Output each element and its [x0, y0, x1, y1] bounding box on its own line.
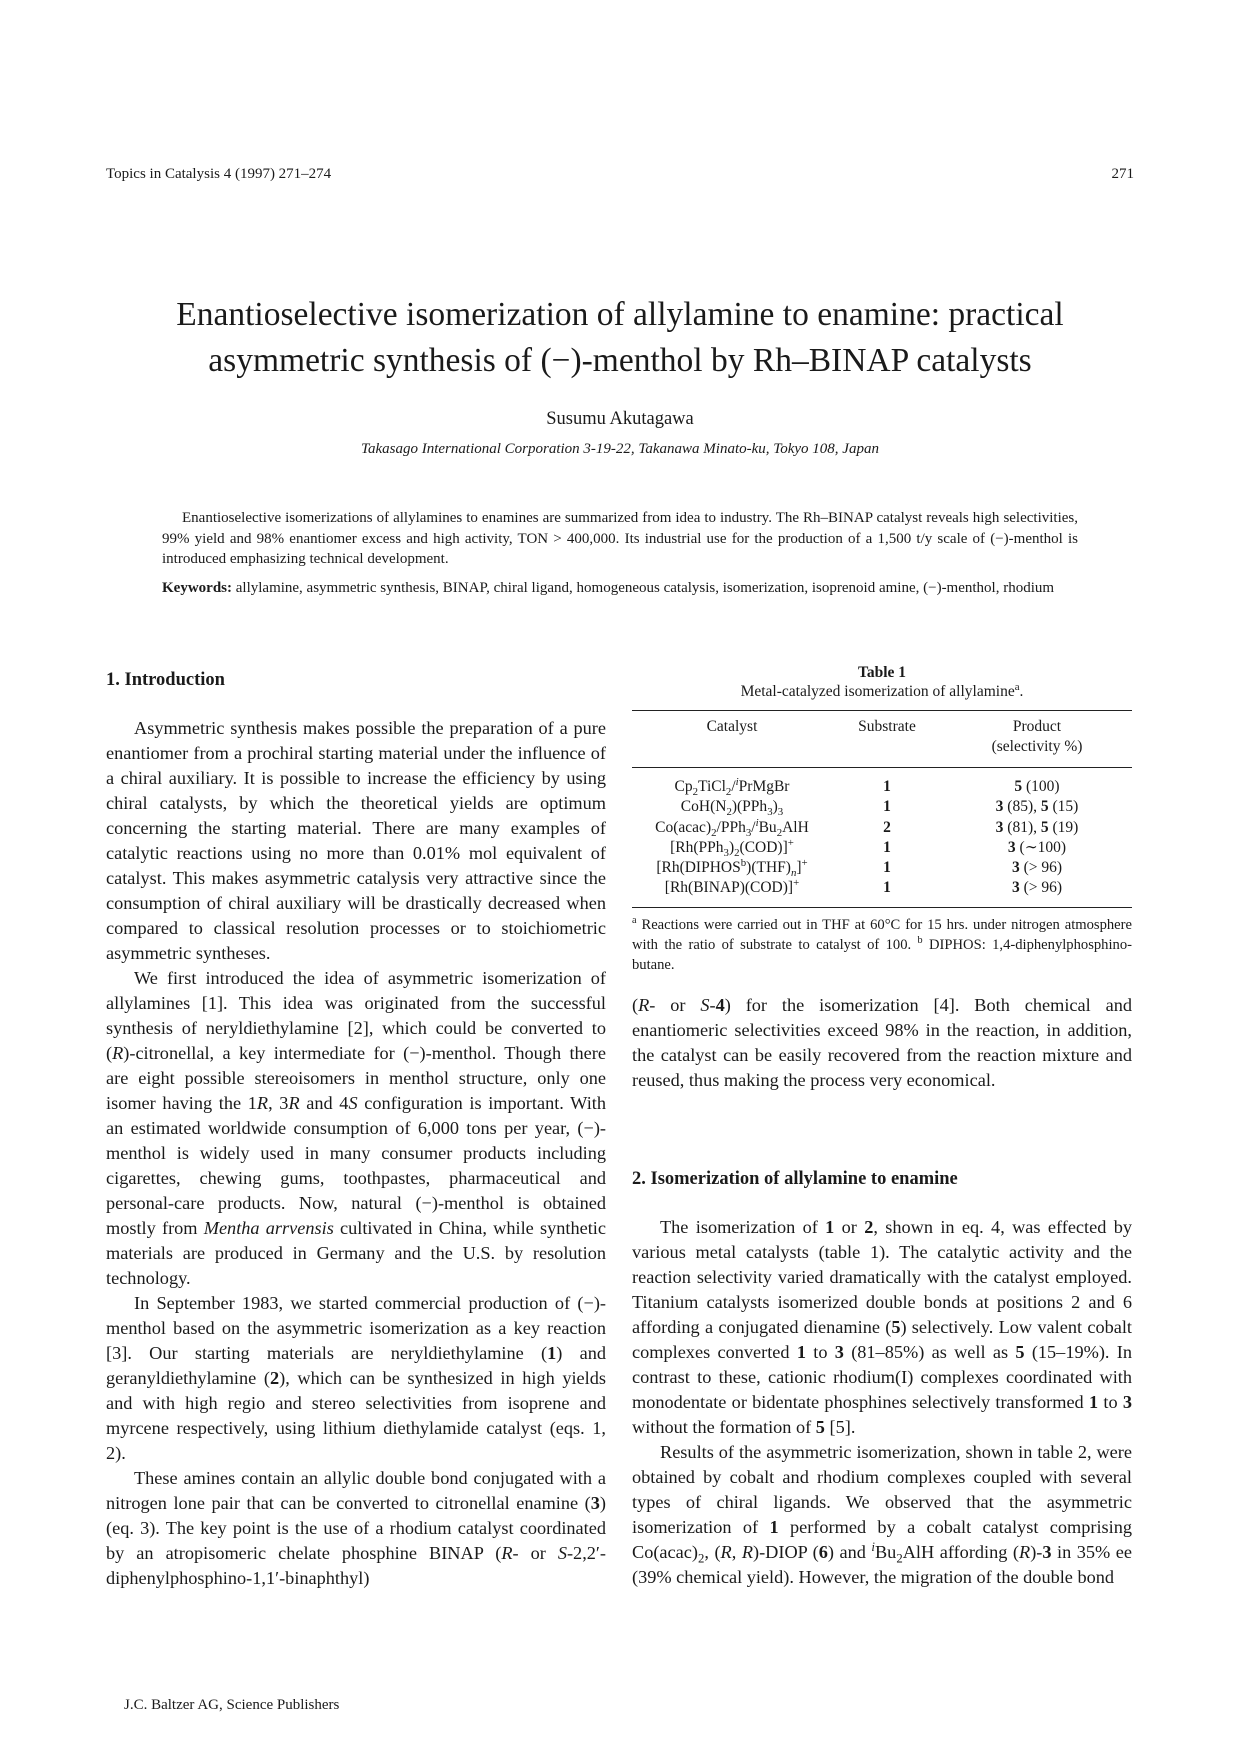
cell-product: 3 (85), 5 (15) — [995, 798, 1079, 816]
section-2-paragraph: Results of the asymmetric isomerization, shown in table 2, were obtained by cobalt and rhodium complexes coupled with several types of chiral ligands. We observed that the asymmetric isomerization of 1 performed by a cobalt catalyst comprising $Co(acac)_2$, (R, R)-DIOP (6) and $^iBu_2AlH$ affording (R)-3 in 35% ee (39% chemical yield). However, the migration of the double bond — [632, 1442, 1133, 1587]
cell-product: 3 (81), 5 (19) — [995, 818, 1079, 836]
publisher-footer: J.C. Baltzer AG, Science Publishers — [124, 1697, 340, 1713]
cell-substrate: 1 — [883, 879, 891, 897]
table-1 — [632, 664, 1132, 975]
header-product-line1: Product — [1012, 718, 1062, 735]
cell-catalyst: $Cp_2TiCl_2/^iPrMgBr$ — [674, 775, 790, 799]
author-name: Susumu Akutagawa — [546, 409, 694, 429]
keywords — [162, 578, 1078, 599]
cell-substrate: 1 — [883, 859, 891, 877]
section-1-heading: 1. Introduction — [106, 670, 225, 690]
right-column-continuation — [632, 993, 1132, 1093]
table-row — [632, 878, 1132, 907]
cell-catalyst: $Co(acac)_2/PPh_3/^iBu_2AlH$ — [655, 816, 809, 839]
header-catalyst: Catalyst — [706, 718, 758, 735]
author-affiliation: Takasago International Corporation 3-19-22, Takanawa Minato-ku, Tokyo 108, Japan — [361, 441, 879, 457]
table-footnote: $^a$ Reactions were carried out in THF at 60°C for 15 hrs. under nitrogen atmosphere with the ratio of substrate to catalyst of 100. $^b$ DIPHOS: 1,4-diphenylphosphino-butane. — [632, 914, 1132, 973]
table-row — [632, 838, 1132, 858]
cell-substrate: 1 — [883, 838, 891, 856]
table-caption: Metal-catalyzed isomerization of allylamine$^a$. — [740, 680, 1024, 700]
header-product — [942, 711, 1132, 768]
table-header-row — [632, 711, 1132, 768]
keywords-label: Keywords: — [162, 580, 232, 596]
cell-substrate: 2 — [883, 818, 891, 836]
cell-catalyst: $[Rh(DIPHOS^b)(THF)_n]^+$ — [656, 857, 808, 880]
cell-catalyst: $CoH(N_2)(PPh_3)_3$ — [680, 798, 784, 819]
table-row — [632, 768, 1132, 798]
right-column-section-2 — [632, 1167, 1132, 1590]
cell-substrate: 1 — [883, 778, 891, 795]
section-2-heading: 2. Isomerization of allylamine to enamine — [632, 1169, 958, 1189]
cell-catalyst: $[Rh(PPh_3)_2(COD)]^+$ — [670, 836, 794, 859]
table-row — [632, 797, 1132, 817]
table-body — [632, 768, 1132, 908]
cell-product: 3 (∼100) — [1007, 838, 1067, 856]
section-1-paragraph: Asymmetric synthesis makes possible the preparation of a pure enantiomer from a prochiral starting material under the influence of a chiral auxiliary. It is possible to increase the efficiency by using chiral catalysts, by which the theoretical yields are optimum concerning the starting material. There are many examples of catalytic reactions using no more than 0.01% mol equivalent of catalyst. This makes asymmetric catalysis very attractive since the consumption of chiral auxiliary will be drastically decreased when compared to classical resolution processes or to stoichiometric asymmetric syntheses. — [106, 718, 606, 963]
abstract: Enantioselective isomerizations of allylamines to enamines are summarized from idea to industry. The Rh–BINAP catalyst reveals high selectivities, 99% yield and 98% enantiomer excess and high activity, TON > 400,000. Its industrial use for the production of a 1,500 t/y scale of (−)-menthol is introduced emphasizing technical development. — [162, 510, 1078, 567]
section-1-paragraph: These amines contain an allylic double bond conjugated with a nitrogen lone pair that can be converted to citronellal enamine (3) (eq. 3). The key point is the use of a rhodium catalyst coordinated by an atropisomeric chelate phosphine BINAP (R- or S-2,2′-diphenylphosphino-1,1′-binaphthyl) — [106, 1468, 606, 1588]
section-1-paragraph: We first introduced the idea of asymmetric isomerization of allylamines [1]. This idea was originated from the successful synthesis of neryldiethylamine [2], which could be converted to (R)-citronellal, a key intermediate for (−)-menthol. Though there are eight possible stereoisomers in menthol structure, only one isomer having the 1R, 3R and 4S configuration is important. With an estimated worldwide consumption of 6,000 tons per year, (−)-menthol is widely used in many consumer products including cigarettes, chewing gums, toothpastes, pharmaceutical and personal-care products. Now, natural (−)-menthol is obtained mostly from Mentha arrvensis cultivated in China, while synthetic materials are produced in Germany and the U.S. by resolution technology. — [106, 968, 606, 1288]
title-line-1: Enantioselective isomerization of allylamine to enamine: practical — [176, 296, 1064, 333]
cell-product: 3 (> 96) — [1011, 859, 1063, 877]
paper-title — [0, 292, 1240, 384]
cell-catalyst: [Rh(BINAP)(COD)]+ — [664, 877, 800, 897]
table-row — [632, 818, 1132, 838]
table-number: Table 1 — [857, 664, 907, 681]
cell-substrate: 1 — [883, 798, 891, 816]
table-row — [632, 858, 1132, 878]
page-number: 271 — [1111, 166, 1134, 182]
header-substrate: Substrate — [858, 718, 916, 735]
running-header-journal: Topics in Catalysis 4 (1997) 271–274 — [106, 166, 332, 182]
header-product-line2: (selectivity %) — [991, 738, 1083, 755]
section-2-paragraph: The isomerization of 1 or 2, shown in eq. 4, was effected by various metal catalysts (table 1). The catalytic activity and the reaction selectivity varied dramatically with the catalyst employed. Titanium catalysts isomerized double bonds at positions 2 and 6 affording a conjugated dienamine (5) selectively. Low valent cobalt complexes converted 1 to 3 (81–85%) as well as 5 (15–19%). In contrast to these, cationic rhodium(I) complexes coordinated with monodentate or bidentate phosphines selectively transformed 1 to 3 without the formation of 5 [5]. — [632, 1217, 1133, 1437]
left-column — [106, 668, 606, 1591]
title-line-2: asymmetric synthesis of (−)-menthol by Rh–BINAP catalysts — [208, 342, 1032, 379]
section-1-paragraph: In September 1983, we started commercial production of (−)-menthol based on the asymmetric isomerization as a key reaction [3]. Our starting materials are neryldiethylamine (1) and geranyldiethylamine (2), which can be synthesized in high yields and with high regio and stereo selectivities from isoprene and myrcene respectively, using lithium diethylamide catalyst (eqs. 1, 2). — [106, 1293, 606, 1463]
cell-product: 5 (100) — [1014, 778, 1060, 795]
section-1-continuation: (R- or S-4) for the isomerization [4]. Both chemical and enantiomeric selectivities exceed 98% in the reaction, in addition, the catalyst can be easily recovered from the reaction mixture and reused, thus making the process very economical. — [632, 995, 1132, 1090]
cell-product: 3 (> 96) — [1011, 879, 1063, 897]
keywords-text: allylamine, asymmetric synthesis, BINAP, chiral ligand, homogeneous catalysis, isomerization, isoprenoid amine, (−)-menthol, rhodium — [232, 580, 1055, 596]
table-1-grid — [632, 710, 1132, 908]
